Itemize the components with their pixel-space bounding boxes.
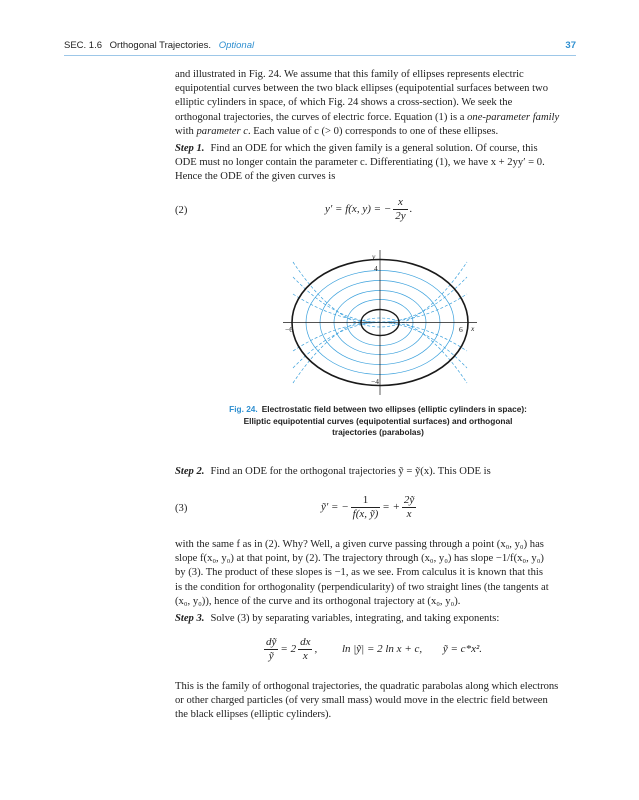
caption-line: Elliptic equipotential curves (equipotential surfaces) and orthogonal [243, 415, 513, 426]
optional-tag: Optional [218, 40, 255, 51]
text-line: with the same f as in (2). Why? Well, a given curve passing through a point (x₀, y₀) has [175, 539, 544, 550]
intro-paragraph [175, 68, 575, 139]
tick-x-left: −6 [285, 325, 293, 334]
text-line: elliptic cylinders in space, of which Fig. 24 shows a cross-section). We seek the [175, 97, 513, 109]
text-line: ODE must no longer contain the parameter c. Differentiating (1), we have x + 2yy′ = 0. [175, 157, 545, 169]
tick-y-bottom: −4 [371, 377, 379, 386]
conclusion-paragraph [175, 680, 575, 723]
section-title: Orthogonal Trajectories. [109, 40, 212, 51]
text-line: Step 2. Find an ODE for the orthogonal trajectories ỹ = ỹ(x). This ODE is [175, 466, 491, 477]
equation-3: ỹ′ = − $\frac{1}{\text{f(x, ỹ)}}$ = + $\frac{\text{2ỹ}}{x}$ [321, 494, 415, 520]
step1-paragraph [175, 142, 575, 185]
fraction: $\frac{1}{\text{f(x, ỹ)}}$ [352, 494, 379, 520]
figure-label: Fig. 24. [229, 404, 258, 414]
page-number: 37 [565, 40, 576, 51]
fraction: $\frac{\text{dỹ}}{\text{ỹ}}$ [266, 636, 277, 662]
text-line: and illustrated in Fig. 24. We assume that this family of ellipses represents electric [175, 69, 524, 80]
text-line: This is the family of orthogonal trajectories, the quadratic parabolas along which electrons [175, 681, 559, 692]
text-line: equipotential curves between the two black ellipses (equipotential surfaces between two [175, 83, 549, 95]
tick-y-top: 4 [374, 264, 378, 273]
text-line: Hence the ODE of the given curves is [175, 171, 336, 183]
figure-caption [208, 404, 548, 439]
caption-line: trajectories (parabolas) [332, 427, 424, 437]
fraction: $\frac{dx}{x}$ [300, 636, 311, 662]
running-head [64, 40, 576, 51]
section-number: SEC. 1.6 [64, 40, 103, 51]
text-line: Step 1. Find an ODE for which the given family is a general solution. Of course, this [175, 143, 538, 154]
text-line: the black ellipses (elliptic cylinders). [175, 709, 332, 721]
text-line: (x₀, y₀)), hence of the curve and its orthogonal trajectory at (x₀, y₀). [175, 595, 461, 607]
solution-equation: $\frac{\text{dỹ}}{\text{ỹ}}$ = 2 $\frac{dx}{x}$ , ln |ỹ| = 2 ln x + c, ỹ = c*x². [266, 636, 482, 662]
text-line: by (3). The product of these slopes is −1, as we see. From calculus it is known that this [175, 567, 543, 579]
text-line: is the condition for orthogonality (perpendicularity) of two straight lines (the tangents at [175, 581, 549, 593]
figure-24 [283, 250, 477, 395]
step-label: Step 1. [175, 143, 205, 154]
step-label: Step 3. [175, 613, 205, 624]
equation-number: (2) [175, 205, 188, 216]
y-axis-label: y [372, 252, 376, 261]
fraction: $\frac{\text{2ỹ}}{x}$ [403, 494, 415, 520]
equation-number: (3) [175, 503, 188, 514]
text-line: Step 3. Solve (3) by separating variables, integrating, and taking exponents: [175, 613, 500, 624]
text-line: slope f(x₀, y₀) at that point, by (2). The trajectory through (x₀, y₀) has slope −1/f(x₀, y₀) [175, 553, 544, 565]
fraction: $\frac{x}{2y}$ [395, 196, 406, 222]
text-line: orthogonal trajectories, the curves of electric force. Equation (1) is a one-parameter family [175, 111, 560, 123]
tick-x-right: 6 [459, 325, 463, 334]
equation-2: y′ = f(x, y) = − $\frac{x}{2y}$ . [325, 196, 413, 222]
text-line: with parameter c. Each value of c (> 0) corresponds to one of these ellipses. [175, 125, 499, 137]
header-rule [64, 55, 576, 56]
orthogonality-paragraph [175, 538, 575, 609]
step3-paragraph [175, 612, 575, 626]
caption-line: Fig. 24. Electrostatic field between two ellipses (elliptic cylinders in space): [229, 404, 527, 414]
x-axis-label: x [471, 324, 475, 333]
text-line: or other charged particles (of very small mass) would move in the electric field between [175, 695, 548, 707]
step-label: Step 2. [175, 466, 205, 477]
step2-paragraph [175, 465, 575, 479]
